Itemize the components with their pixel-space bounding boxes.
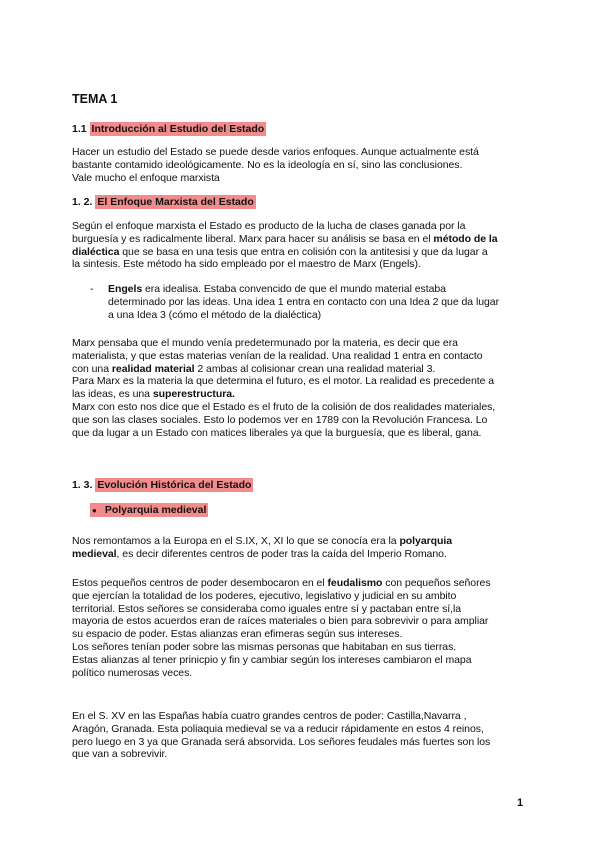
engels-bullet: Engels era idealisa. Estaba convencido de que el mundo material estaba determinado por las ideas. Una idea 1 entra en contacto con una Idea 2 que da lugar a una Idea 3 (cómo el método de la dialéctica) [108,283,500,321]
section-1-heading: 1.1 Introducción al Estudio del Estado [72,123,265,135]
paragraph-3: Marx pensaba que el mundo venía predetermunado por la materia, es decir que era materialista, y que estas materias venían de la realidad. Una realidad 1 entra en contacto con una realidad material 2 ambas al colisionar crean una realidad material 3. Para Marx es la materia la que determina el futuro, es el motor. La realidad es precedente a las ideas, es una superestructura. Marx con esto nos dice que el Estado es el fruto de la colisión de dos realidades materiales, que son las clases sociales. Esto lo podemos ver en 1789 con la Revolución Francesa. Lo que da lugar a un Estado con matices liberales ya que la burguesía, que es liberal, gana. [72,337,496,439]
paragraph-4: Nos remontamos a la Europa en el S.IX, X, XI lo que se conocía era la polyarquia medieval, es decir diferentes centros de poder tras la caída del Imperio Romano. [72,535,453,560]
bullet-dash: - [90,283,94,295]
paragraph-1: Hacer un estudio del Estado se puede desde varios enfoques. Aunque actualmente está bastante contamido ideológicamente. No es la ideología en sí, sino las conclusiones. Vale mucho el enfoque marxista [72,146,479,184]
subsection-polyarquia: ● Polyarquia medieval [92,504,207,516]
paragraph-2: Según el enfoque marxista el Estado es producto de la lucha de clases ganada por la burguesía y es radicalmente liberal. Marx para hacer su análisis se basa en el método de la dialéctica que se basa en una tesis que entra en colisión con la antitesisi y que da lugar a la sintesis. Este método ha sido empleado por el maestro de Marx (Engels). [72,220,498,271]
paragraph-5: Estos pequeños centros de poder desembocaron en el feudalismo con pequeños señores que ejercían la totalidad de los poderes, ejecutivo, legislativo y judicial en su ambito territorial. Estos señores se consideraba como iguales entre sí y pactaban entre sí,la mayoria de estos acuerdos eran de raíces materiales o bien para sobrevivir o para ampliar su espacio de poder. Estas alianzas eran efimeras según sus intereses. Los señores tenían poder sobre las mismas personas que habitaban en sus tierras. Estas alianzas al tener prinicpio y fin y cambiar según los intereses cambiaron el mapa político numerosas veces. [72,577,491,679]
bullet-dot-icon: ● [92,506,97,515]
page-number: 1 [517,797,524,809]
section-2-heading: 1. 2. El Enfoque Marxista del Estado [72,196,254,208]
paragraph-6: En el S. XV en las Españas había cuatro grandes centros de poder: Castilla,Navarra , Aragón, Granada. Esta poliaquia medieval se va a reducir rápidamente en estos 4 reinos, pero luego en 3 ya que Granada será absorvida. Los señores feudales más fuertes son los que van a sobrevivir. [72,710,491,761]
section-3-heading: 1. 3. Evolución Histórica del Estado [72,479,252,491]
doc-title: TEMA 1 [72,92,118,106]
